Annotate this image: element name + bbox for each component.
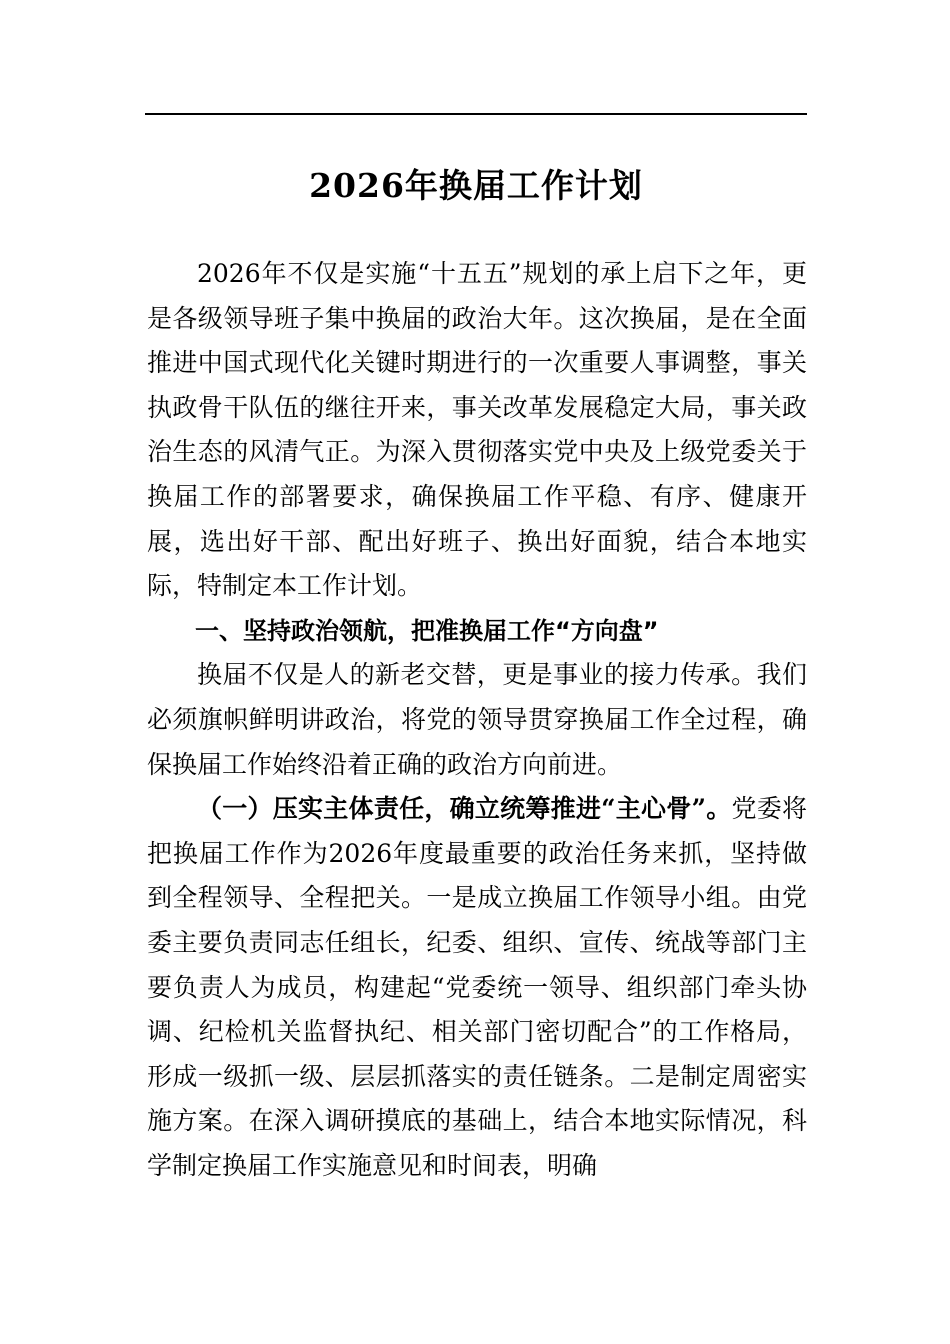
subsection-1-paragraph: [147, 787, 807, 1188]
section-1-paragraph: 换届不仅是人的新老交替，更是事业的接力传承。我们必须旗帜鲜明讲政治，将党的领导贯穿换届工作全过程，确保换届工作始终沿着正确的政治方向前进。: [147, 660, 807, 779]
intro-paragraph: 2026年不仅是实施“十五五”规划的承上启下之年，更是各级领导班子集中换届的政治大年。这次换届，是在全面推进中国式现代化关键时期进行的一次重要人事调整，事关执政骨干队伍的继往开来，事关改革发展稳定大局，事关政治生态的风清气正。为深入贯彻落实党中央及上级党委关于换届工作的部署要求，确保换届工作平稳、有序、健康开展，选出好干部、配出好班子、换出好面貌，结合本地实际，特制定本工作计划。: [147, 259, 807, 601]
document-title: 2026年换届工作计划: [309, 166, 643, 205]
subsection-1-body: 党委将把换届工作作为2026年度最重要的政治任务来抓，坚持做到全程领导、全程把关。一是成立换届工作领导小组。由党委主要负责同志任组长，纪委、组织、宣传、统战等部门主要负责人为成员，构建起“党委统一领导、组织部门牵头协调、纪检机关监督执纪、相关部门密切配合”的工作格局，形成一级抓一级、层层抓落实的责任链条。二是制定周密实施方案。在深入调研摸底的基础上，结合本地实际情况，科学制定换届工作实施意见和时间表，明确: [147, 794, 807, 1180]
subsection-1-lead: （一）压实主体责任，确立统筹推进“主心骨”。: [197, 794, 732, 824]
section-1-heading: 一、坚持政治领航，把准换届工作“方向盘”: [195, 616, 659, 645]
header-rule: [145, 113, 807, 115]
document-body: [147, 252, 807, 1188]
